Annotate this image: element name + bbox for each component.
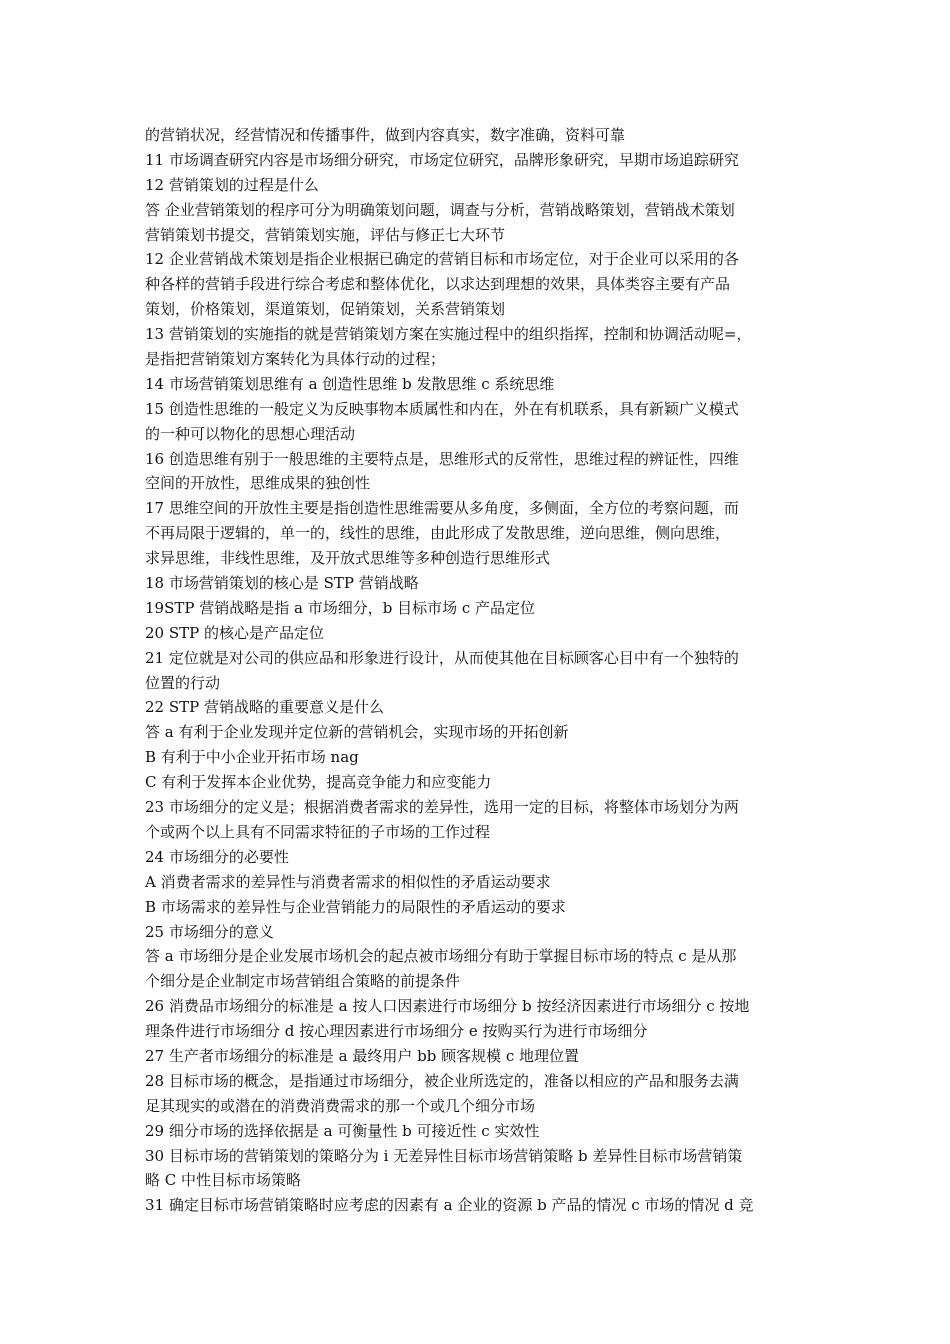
text-line: 足其现实的或潜在的消费消费需求的那一个或几个细分市场 [145, 1096, 536, 1115]
text-line: 30 目标市场的营销策划的策略分为 i 无差异性目标市场营销策略 b 差异性目标市场营销策 [145, 1146, 743, 1165]
text-line: 26 消费品市场细分的标准是 a 按人口因素进行市场细分 b 按经济因素进行市场细分 c 按地 [145, 997, 750, 1016]
text-line: 不再局限于逻辑的，单一的，线性的思维，由此形成了发散思维，逆向思维，侧向思维， [145, 524, 731, 543]
text-line: 的一种可以物化的思想心理活动 [145, 424, 356, 443]
text-line: 13 营销策划的实施指的就是营销策划方案在实施过程中的组织指挥，控制和协调活动呢=， [145, 325, 752, 344]
text-line: 空间的开放性，思维成果的独创性 [145, 474, 371, 493]
text-line: 20 STP 的核心是产品定位 [145, 623, 324, 642]
text-line: B 有利于中小企业开拓市场 nag [145, 748, 359, 767]
document-body [145, 123, 813, 1218]
text-line: 25 市场细分的意义 [145, 922, 274, 941]
text-line: 27 生产者市场细分的标准是 a 最终用户 bb 顾客规模 c 地理位置 [145, 1046, 580, 1065]
text-line: 个或两个以上具有不同需求特征的子市场的工作过程 [145, 822, 491, 841]
text-line: C 有利于发挥本企业优势，提高竞争能力和应变能力 [145, 773, 492, 792]
text-line: 营销策划书提交，营销策划实施，评估与修正七大环节 [145, 225, 506, 244]
text-line: 29 细分市场的选择依据是 a 可衡量性 b 可接近性 c 实效性 [145, 1121, 540, 1140]
text-line: 种各样的营销手段进行综合考虑和整体优化，以求达到理想的效果，具体类容主要有产品 [145, 275, 731, 294]
text-line: 是指把营销策划方案转化为具体行动的过程； [145, 350, 446, 369]
text-line: 16 创造思维有别于一般思维的主要特点是，思维形式的反常性，思维过程的辨证性，四维 [145, 449, 739, 468]
text-line: 求异思维，非线性思维，及开放式思维等多种创造行思维形式 [145, 549, 551, 568]
text-line: 18 市场营销策划的核心是 STP 营销战略 [145, 574, 419, 593]
text-line: 11 市场调查研究内容是市场细分研究，市场定位研究，品牌形象研究，早期市场追踪研究 [145, 150, 739, 169]
text-line: 19STP 营销战略是指 a 市场细分，b 目标市场 c 产品定位 [145, 598, 536, 617]
text-line: 策划，价格策划，渠道策划，促销策划，关系营销策划 [145, 300, 506, 319]
text-line: A 消费者需求的差异性与消费者需求的相似性的矛盾运动要求 [145, 872, 551, 891]
text-line: 15 创造性思维的一般定义为反映事物本质属性和内在，外在有机联系，具有新颖广义模式 [145, 399, 739, 418]
text-line: 12 企业营销战术策划是指企业根据已确定的营销目标和市场定位，对于企业可以采用的各 [145, 250, 739, 269]
text-line: 理条件进行市场细分 d 按心理因素进行市场细分 e 按购买行为进行市场细分 [145, 1022, 648, 1041]
text-line: 答 a 有利于企业发现并定位新的营销机会，实现市场的开拓创新 [145, 723, 569, 742]
text-line: 14 市场营销策划思维有 a 创造性思维 b 发散思维 c 系统思维 [145, 374, 555, 393]
text-line: 22 STP 营销战略的重要意义是什么 [145, 698, 384, 717]
text-line: 的营销状况，经营情况和传播事件，做到内容真实，数字准确，资料可靠 [145, 126, 626, 144]
text-line: 31 确定目标市场营销策略时应考虑的因素有 a 企业的资源 b 产品的情况 c 市场的情况 d 竞 [145, 1196, 754, 1215]
text-line: B 市场需求的差异性与企业营销能力的局限性的矛盾运动的要求 [145, 897, 566, 916]
text-line: 17 思维空间的开放性主要是指创造性思维需要从多角度，多侧面，全方位的考察问题，而 [145, 499, 739, 518]
text-line: 23 市场细分的定义是；根据消费者需求的差异性，选用一定的目标，将整体市场划分为两 [145, 798, 739, 817]
text-line: 答 a 市场细分是企业发展市场机会的起点被市场细分有助于掌握目标市场的特点 c 是从那 [145, 947, 737, 966]
text-line: 28 目标市场的概念，是指通过市场细分，被企业所选定的，准备以相应的产品和服务去满 [145, 1071, 739, 1090]
text-line: 答 企业营销策划的程序可分为明确策划问题，调查与分析，营销战略策划，营销战术策划 [145, 200, 735, 219]
text-line: 个细分是企业制定市场营销组合策略的前提条件 [145, 972, 461, 991]
text-line: 12 营销策划的过程是什么 [145, 175, 319, 194]
text-line: 位置的行动 [145, 673, 221, 692]
text-line: 21 定位就是对公司的供应品和形象进行设计，从而使其他在目标顾客心目中有一个独特的 [145, 648, 739, 667]
text-line: 略 C 中性目标市场策略 [145, 1171, 302, 1190]
text-line: 24 市场细分的必要性 [145, 847, 289, 866]
